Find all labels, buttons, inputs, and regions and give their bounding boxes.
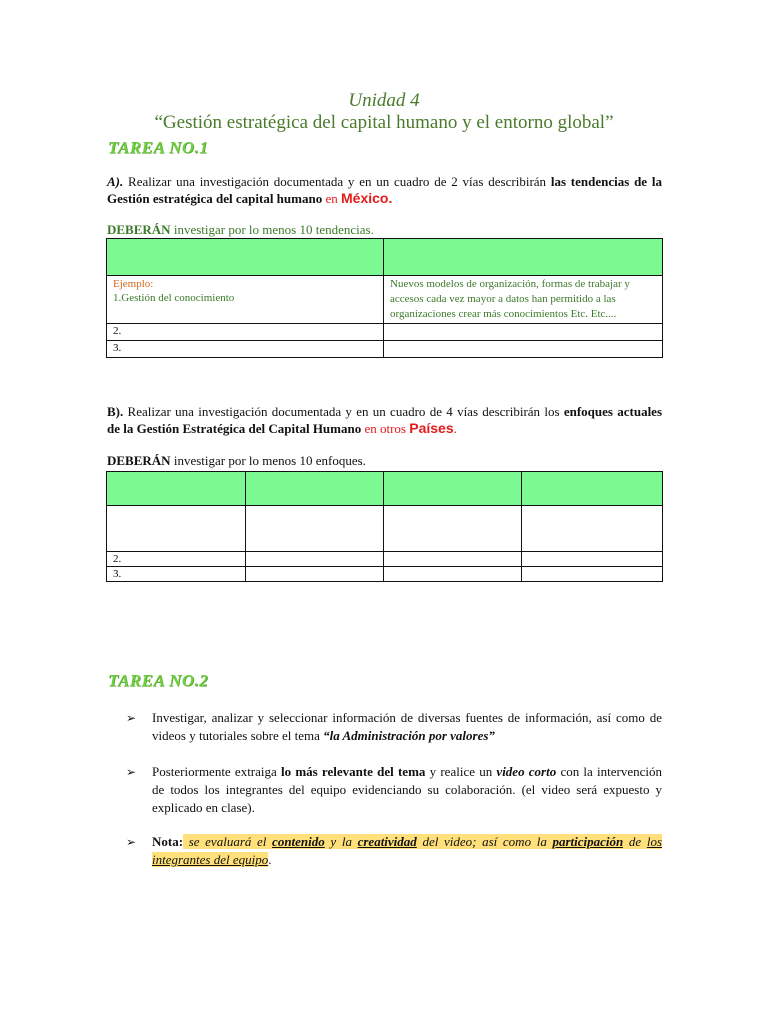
list-item <box>128 833 662 869</box>
arrow-bullet-icon: ➢ <box>126 711 137 725</box>
ejemplo-label: Ejemplo: <box>113 278 154 290</box>
table-cell <box>522 506 663 552</box>
bullet-2-em: video corto <box>496 764 557 779</box>
row1-left: 1.Gestión del conocimiento <box>113 292 235 304</box>
deberan-text: investigar por lo menos 10 enfoques. <box>170 453 366 468</box>
table-cell <box>384 552 522 567</box>
section-a-en: en <box>322 191 341 206</box>
tarea-1-section-a <box>107 173 662 207</box>
bullet-2-c: con la intervención de todos los integrantes del equipo evidenciando su colaboración. (el video será expuesto y explicado en clase). <box>152 764 663 815</box>
table-cell <box>246 506 384 552</box>
bullet-1-topic: “la Administración por valores” <box>323 728 495 743</box>
nota-contenido: contenido <box>272 834 325 849</box>
nota-2: y la <box>324 834 358 849</box>
table-cell <box>384 567 522 582</box>
table-cell <box>246 552 384 567</box>
four-way-table <box>106 471 663 582</box>
nota-participacion: participación <box>552 834 624 849</box>
tarea-1-section-b <box>107 403 662 437</box>
bullet-1-body: Investigar, analizar y seleccionar información de diversas fuentes de información, así como de videos y tutoriales sobre el tema <box>152 710 662 743</box>
tarea-1-heading: TAREA NO.1 <box>108 138 209 157</box>
bullet-2-text <box>152 763 662 817</box>
section-a-label: A). <box>107 174 124 189</box>
table-header-cell <box>246 472 384 506</box>
row2-label: 2. <box>107 324 384 341</box>
nota-3: del video; así como la <box>416 834 553 849</box>
row3-label: 3. <box>107 567 246 582</box>
list-item <box>128 763 662 817</box>
section-a-text: Realizar una investigación documentada y en un cuadro de 2 vías describirán <box>123 174 551 189</box>
unit-title: Unidad 4 <box>348 90 420 111</box>
deberan-enfoques <box>107 453 366 469</box>
list-item <box>128 709 662 745</box>
tarea-2-heading: TAREA NO.2 <box>108 671 209 690</box>
table-row <box>107 324 663 341</box>
nota-4: de <box>623 834 647 849</box>
table-cell <box>522 552 663 567</box>
table-row <box>107 341 663 358</box>
section-b-bold: enfoques actuales de la Gestión Estratégica del Capital Humano <box>107 404 663 436</box>
table-header-cell <box>384 239 663 276</box>
section-b-dot: . <box>453 421 457 436</box>
deberan-label: DEBERÁN <box>107 222 171 237</box>
section-a-bold: las tendencias de la Gestión estratégica del capital humano <box>107 174 662 206</box>
nota-end: . <box>268 852 272 867</box>
table-cell <box>384 506 522 552</box>
table-header-cell <box>107 472 246 506</box>
nota-1: se evaluará el <box>183 834 273 849</box>
deberan-label: DEBERÁN <box>107 453 171 468</box>
section-b-en: en otros <box>361 421 410 436</box>
nota-integrantes: los integrantes del equipo <box>152 834 662 867</box>
bullet-2-b: y realice un <box>425 764 497 779</box>
bullet-2-bold: lo más relevante del tema <box>281 764 426 779</box>
deberan-text: investigar por lo menos 10 tendencias. <box>170 222 374 237</box>
table-cell <box>107 276 384 324</box>
row1-right: Nuevos modelos de organización, formas de trabajar y accesos cada vez mayor a datos han permitido a las organizaciones crear más conocimientos Etc. Etc.... <box>384 276 663 324</box>
section-b-paises: Países <box>409 420 454 436</box>
arrow-bullet-icon: ➢ <box>126 765 137 779</box>
table-header-cell <box>107 239 384 276</box>
row3-label: 3. <box>107 341 384 358</box>
nota-creatividad: creatividad <box>357 834 417 849</box>
document-subtitle: “Gestión estratégica del capital humano y el entorno global” <box>154 112 614 133</box>
section-b-label: B). <box>107 404 124 419</box>
table-header-cell <box>522 472 663 506</box>
row2-label: 2. <box>107 552 246 567</box>
table-header-row <box>107 239 663 276</box>
table-row <box>107 506 663 552</box>
bullet-2-a: Posteriormente extraiga <box>152 764 281 779</box>
table-row <box>107 276 663 324</box>
table-cell <box>246 567 384 582</box>
two-way-table <box>106 238 663 358</box>
table-cell <box>522 567 663 582</box>
table-cell <box>107 506 246 552</box>
table-cell <box>384 341 663 358</box>
nota-text <box>152 833 662 869</box>
table-row <box>107 567 663 582</box>
nota-label: Nota: <box>152 834 184 849</box>
table-header-cell <box>384 472 522 506</box>
table-header-row <box>107 472 663 506</box>
arrow-bullet-icon: ➢ <box>126 835 137 849</box>
section-b-text: Realizar una investigación documentada y en un cuadro de 4 vías describirán los <box>123 404 564 419</box>
table-row <box>107 552 663 567</box>
deberan-tendencias <box>107 222 374 238</box>
section-a-mexico: México. <box>341 190 393 206</box>
bullet-1-text <box>152 709 662 745</box>
table-cell <box>384 324 663 341</box>
